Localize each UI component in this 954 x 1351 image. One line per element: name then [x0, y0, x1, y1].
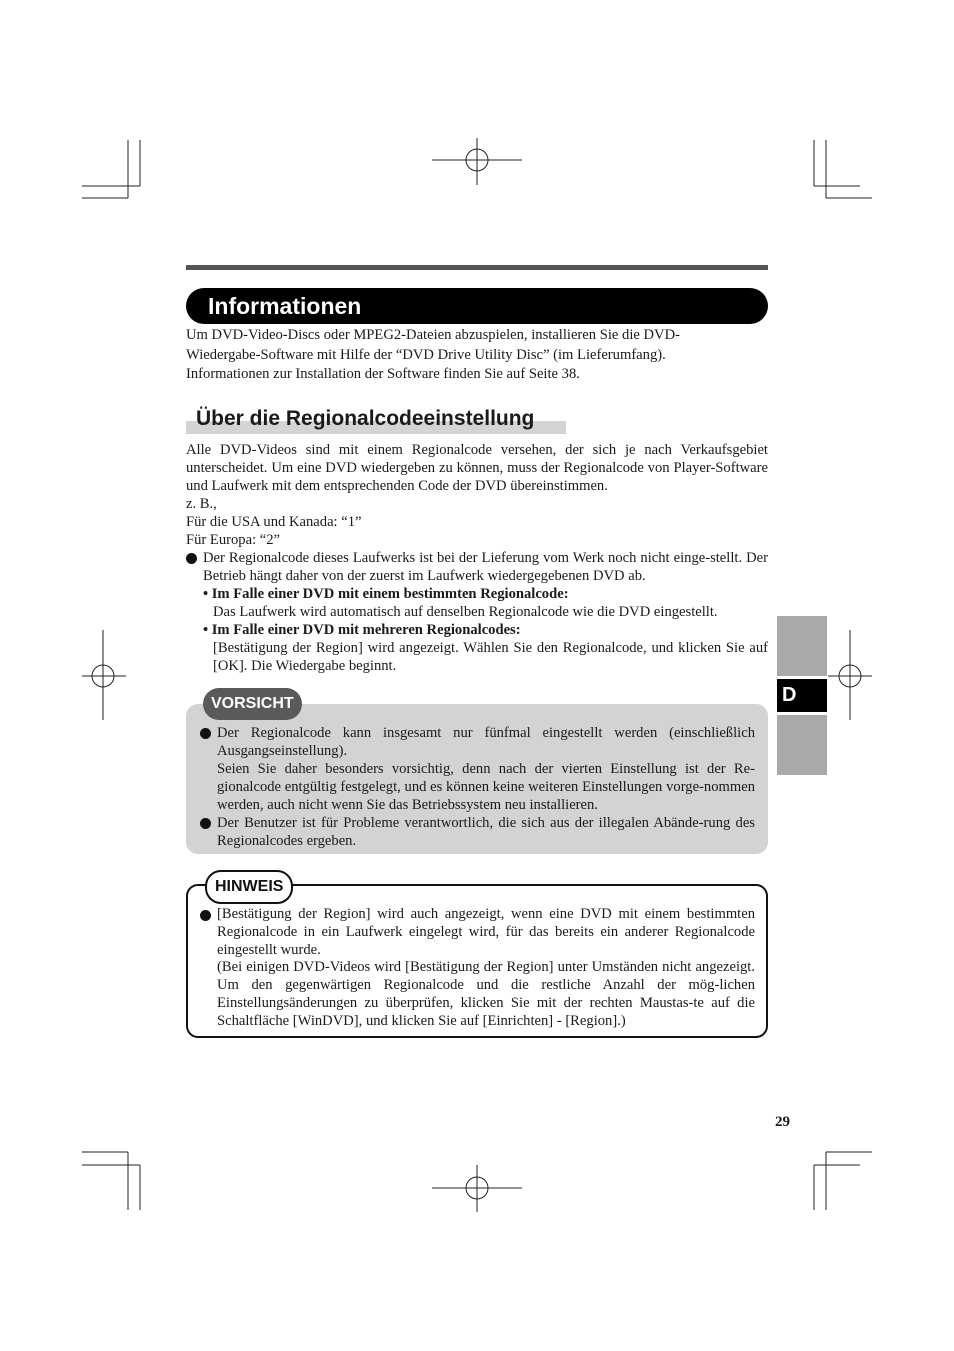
section-paragraph: Alle DVD-Videos sind mit einem Regionalcode versehen, der sich je nach Verkaufsgebiet unterscheidet. Um eine DVD wiedergeben zu können, muss der Regionalcode von Player-Software und Laufwerk mit dem entsprechenden Code der DVD übereinstimmen.: [186, 442, 768, 494]
example-label: z. B.,: [186, 496, 217, 512]
case2-title: • Im Falle einer DVD mit mehreren Regionalcodes:: [203, 622, 521, 638]
caution-item2: Der Benutzer ist für Probleme verantwortlich, die sich aus der illegalen Abände-rung des Regionalcodes ergeben.: [217, 815, 755, 849]
side-tab-block: [777, 715, 827, 775]
intro-line: Wiedergabe-Software mit Hilfe der “DVD Drive Utility Disc” (im Lieferumfang).: [186, 346, 666, 363]
section-heading: Über die Regionalcodeeinstellung: [186, 404, 566, 434]
caution-item1b: Seien Sie daher besonders vorsichtig, denn nach der vierten Einstellung ist der Re-gionalcode entgültig festgelegt, und es können keine weiteren Einstellungen vorge-nommen werden, auch nicht wenn Sie das Betriebssystem neu installieren.: [217, 761, 755, 813]
note-text-b: (Bei einigen DVD-Videos wird [Bestätigung der Region] unter Umständen nicht angezeigt. Um den gegenwärtigen Regionalcode und die restliche Anzahl der mög-lichen Einstellungsänderungen zu überprüfen, klicken Sie mit der rechten Maustas-te auf die Schaltfläche [WinDVD], und klicken Sie auf [Einrichten] - [Region].): [217, 959, 755, 1029]
note-body: [200, 906, 755, 1031]
bullet-text: Der Regionalcode dieses Laufwerks ist bei der Lieferung vom Werk noch nicht einge-stellt. Der Betrieb hängt daher von der zuerst im Laufwerk wiedergegebenen DVD ab.: [203, 550, 768, 584]
top-rule: [186, 265, 768, 270]
list-item: [200, 724, 755, 814]
bullet-icon: [200, 910, 211, 921]
intro-paragraph: [186, 326, 768, 385]
intro-line: Um DVD-Video-Discs oder MPEG2-Dateien abzuspielen, installieren Sie die DVD-: [186, 327, 680, 343]
bullet-icon: [200, 728, 211, 739]
bullet-icon: [200, 818, 211, 829]
case-list: [186, 585, 768, 675]
section-body: [186, 441, 768, 675]
caution-body: [200, 724, 755, 850]
caution-label: VORSICHT: [203, 688, 302, 720]
bullet-icon: [186, 553, 197, 564]
case1-title: • Im Falle einer DVD mit einem bestimmten Regionalcode:: [203, 586, 569, 602]
side-tab-block: [777, 616, 827, 676]
list-item: [200, 906, 755, 1031]
page-title: Informationen: [186, 288, 768, 324]
case2-text: [Bestätigung der Region] wird angezeigt. Wählen Sie den Regionalcode, und klicken Sie auf [OK]. Die Wiedergabe beginnt.: [213, 640, 768, 674]
list-item: [200, 814, 755, 850]
example-usa: Für die USA und Kanada: “1”: [186, 514, 362, 530]
side-tab-letter: D: [777, 679, 827, 712]
note-label: HINWEIS: [205, 870, 293, 904]
intro-line: Informationen zur Installation der Software finden Sie auf Seite 38.: [186, 366, 580, 382]
list-item: [186, 549, 768, 585]
caution-item1a: Der Regionalcode kann insgesamt nur fünfmal eingestellt werden (einschließlich Ausgangseinstellung).: [217, 725, 755, 759]
case1-text: Das Laufwerk wird automatisch auf denselben Regionalcode wie die DVD eingestellt.: [213, 604, 718, 620]
page-number: 29: [775, 1114, 790, 1130]
note-text-a: [Bestätigung der Region] wird auch angezeigt, wenn eine DVD mit einem bestimmten Regionalcode in ein Laufwerk eingelegt wird, für das bereits ein anderer Regionalcode eingestellt wurde.: [217, 906, 755, 958]
example-europe: Für Europa: “2”: [186, 532, 281, 548]
